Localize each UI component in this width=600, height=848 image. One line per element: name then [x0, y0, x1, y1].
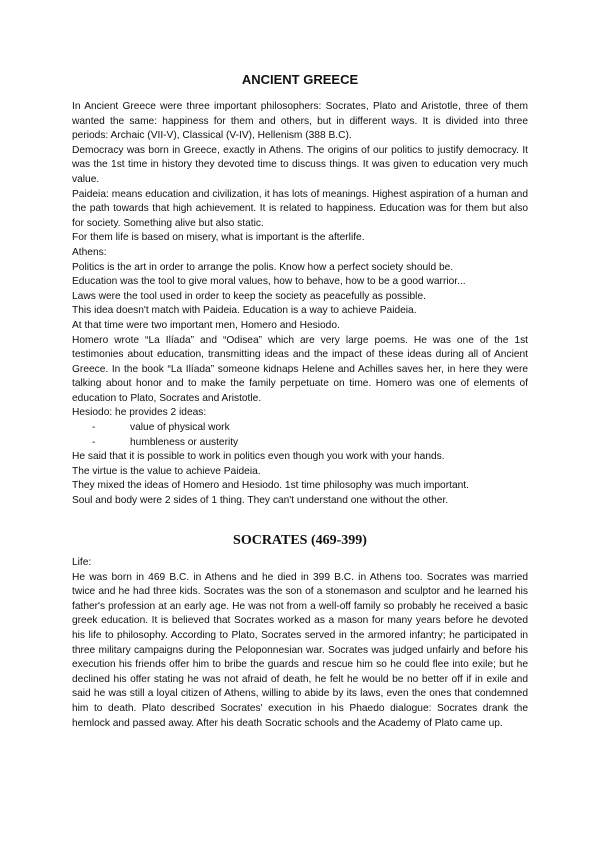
paragraph: This idea doesn't match with Paideia. Education is a way to achieve Paideia.	[72, 305, 417, 317]
paragraph: In Ancient Greece were three important philosophers: Socrates, Plato and Aristotle, three of them wanted the same: happiness for them and others, but in different ways. It is divided into three periods: Archaic (VII-V), Classical (V-IV), Hellenism (388 B.C).	[72, 101, 528, 142]
paragraph: The virtue is the value to achieve Paideia.	[72, 465, 261, 477]
paragraph: Hesiodo: he provides 2 ideas:	[72, 407, 207, 419]
paragraph: Soul and body were 2 sides of 1 thing. They can't understand one without the other.	[72, 495, 449, 507]
paragraph: Homero wrote “La Ilíada” and “Odisea” which are very large poems. He was one of the 1st testimonies about education, transmitting ideas and the impact of these ideas during all of Ancient Greece. In the book “La Ilíada” someone kidnaps Helene and Achilles saves her, in here they were talking about honor and to make the family perpetuate on time. Homero was one of elements of education to Plato, Socrates and Aristotle.	[72, 334, 528, 404]
paragraph: They mixed the ideas of Homero and Hesiodo. 1st time philosophy was much important.	[72, 480, 469, 492]
paragraph: Education was the tool to give moral values, how to behave, how to be a good warrior...	[72, 276, 466, 288]
paragraph: Athens:	[72, 246, 107, 258]
section-title: SOCRATES (469-399)	[233, 533, 367, 548]
socrates-section	[72, 556, 528, 731]
paragraph: Laws were the tool used in order to keep the society as peacefully as possible.	[72, 290, 426, 302]
paragraph: He said that it is possible to work in politics even though you work with your hands.	[72, 451, 445, 463]
paragraph: Democracy was born in Greece, exactly in Athens. The origins of our politics to justify democracy. It was the 1st time in history they devoted time to discuss things. It was given to education very much value.	[72, 144, 528, 185]
paragraph: Paideia: means education and civilization, it has lots of meanings. Highest aspiration of a human and the path towards that high achievement. It is related to happiness. Education was for them but also for society. Something alive but also static.	[72, 188, 528, 229]
paragraph: He was born in 469 B.C. in Athens and he died in 399 B.C. in Athens too. Socrates was married twice and he had three kids. Socrates was the son of a stonemason and sculptor and he learned his father's profession at an early age. He was not from a well-off family so probably he received a basic greek education. It is believed that Socrates worked as a mason for many years before he devoted his life to philosophy. According to Plato, Socrates served in the armored infantry; he participated in three military campaigns during the Peloponnesian war. Socrates was judged unfairly and before his execution his friends offer him to bribe the guards and rescue him so he could flee into exile; but he declined his offer stating he was not afraid of death, he felt he would be no better off if in exile and said he was still a loyal citizen of Athens, willing to abide by its laws, even the ones that condemned him to death. Plato described Socrates' execution in his Phaedo dialogue: Socrates drank the hemlock and passed away. After his death Socratic schools and the Academy of Plato came up.	[72, 571, 528, 729]
intro-section	[72, 100, 528, 509]
paragraph: Politics is the art in order to arrange the polis. Know how a perfect society should be.	[72, 261, 454, 273]
list-item: - value of physical work	[92, 421, 528, 436]
page-title: ANCIENT GREECE	[241, 72, 359, 87]
hesiodo-ideas-list	[72, 421, 528, 450]
paragraph: At that time were two important men, Homero and Hesiodo.	[72, 319, 340, 331]
paragraph: For them life is based on misery, what is important is the afterlife.	[72, 232, 365, 244]
list-item: - humbleness or austerity	[92, 436, 528, 451]
life-label: Life:	[72, 557, 92, 568]
